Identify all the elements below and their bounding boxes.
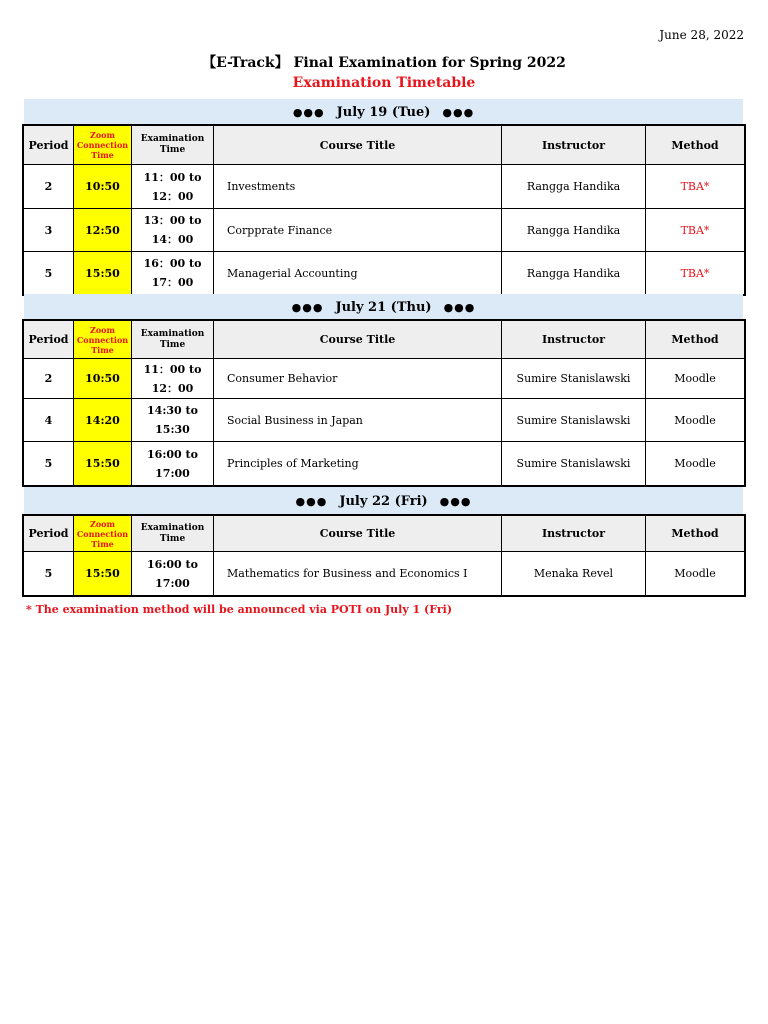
table-header-row — [24, 516, 745, 552]
zoom-time-cell: 12:50 — [74, 209, 132, 252]
instructor-cell: Sumire Stanislawski — [502, 399, 646, 442]
method-cell: Moodle — [646, 442, 745, 486]
schedule-table-july-19 — [23, 125, 745, 295]
zoom-time-cell: 15:50 — [74, 552, 132, 596]
dots-right: ●●● — [442, 105, 475, 119]
header-method: Method — [646, 126, 745, 165]
table-header-row — [24, 126, 745, 165]
instructor-cell: Rangga Handika — [502, 209, 646, 252]
dots-left: ●●● — [292, 105, 325, 119]
exam-time-cell — [132, 442, 214, 486]
table-row — [24, 165, 745, 209]
table-row — [24, 552, 745, 596]
method-cell: TBA* — [646, 252, 745, 295]
header-method: Method — [646, 321, 745, 359]
instructor-cell: Menaka Revel — [502, 552, 646, 596]
header-exam-time: Examination Time — [132, 516, 214, 552]
header-instructor: Instructor — [502, 321, 646, 359]
method-cell: Moodle — [646, 552, 745, 596]
header-zoom: Zoom Connection Time — [74, 321, 132, 359]
method-cell: TBA* — [646, 165, 745, 209]
period-cell: 4 — [24, 399, 74, 442]
exam-start: 16：00 to — [143, 257, 202, 270]
zoom-time-cell: 15:50 — [74, 442, 132, 486]
exam-time-cell — [132, 359, 214, 399]
exam-end: 15:30 — [155, 423, 190, 436]
document-title: 【E-Track】 Final Examination for Spring 2022 — [202, 55, 566, 71]
table-header-row — [24, 321, 745, 359]
table-row — [24, 252, 745, 295]
course-title-cell: Principles of Marketing — [214, 442, 502, 486]
header-course: Course Title — [214, 516, 502, 552]
period-cell: 5 — [24, 442, 74, 486]
exam-time-cell — [132, 399, 214, 442]
exam-time-cell — [132, 209, 214, 252]
exam-start: 16:00 to — [147, 557, 198, 571]
exam-end: 17：00 — [151, 276, 194, 289]
day-label: July 21 (Thu) — [335, 299, 432, 315]
method-cell: Moodle — [646, 399, 745, 442]
instructor-cell: Sumire Stanislawski — [502, 359, 646, 399]
exam-end: 17:00 — [155, 466, 190, 480]
course-title-cell: Investments — [214, 165, 502, 209]
course-title-cell: Corpprate Finance — [214, 209, 502, 252]
exam-start: 13：00 to — [143, 214, 202, 227]
exam-end: 17:00 — [155, 576, 190, 590]
document-date: June 28, 2022 — [659, 28, 744, 42]
day-header-july-19 — [24, 99, 743, 125]
header-instructor: Instructor — [502, 126, 646, 165]
header-zoom: Zoom Connection Time — [74, 516, 132, 552]
header-instructor: Instructor — [502, 516, 646, 552]
zoom-time-cell: 14:20 — [74, 399, 132, 442]
header-exam-time: Examination Time — [132, 126, 214, 165]
period-cell: 3 — [24, 209, 74, 252]
course-title-cell: Mathematics for Business and Economics I — [214, 552, 502, 596]
exam-start: 14:30 to — [147, 404, 198, 417]
header-period: Period — [24, 126, 74, 165]
exam-time-cell — [132, 252, 214, 295]
day-header-july-22 — [24, 487, 743, 515]
instructor-cell: Rangga Handika — [502, 252, 646, 295]
schedule-table-july-21 — [23, 320, 745, 486]
header-period: Period — [24, 516, 74, 552]
header-exam-time: Examination Time — [132, 321, 214, 359]
exam-end: 12：00 — [151, 189, 194, 203]
header-method: Method — [646, 516, 745, 552]
day-header-july-21 — [24, 294, 743, 320]
dots-left: ●●● — [295, 494, 328, 508]
exam-start: 16:00 to — [147, 447, 198, 461]
dots-left: ●●● — [291, 300, 324, 314]
exam-time-cell — [132, 165, 214, 209]
header-course: Course Title — [214, 126, 502, 165]
period-cell: 2 — [24, 165, 74, 209]
course-title-cell: Managerial Accounting — [214, 252, 502, 295]
exam-end: 12：00 — [151, 381, 194, 395]
method-cell: Moodle — [646, 359, 745, 399]
day-label: July 22 (Fri) — [339, 493, 428, 509]
instructor-cell: Sumire Stanislawski — [502, 442, 646, 486]
course-title-cell: Consumer Behavior — [214, 359, 502, 399]
schedule-table-july-22 — [23, 515, 745, 596]
document-subtitle: Examination Timetable — [292, 75, 476, 91]
exam-start: 11：00 to — [143, 362, 202, 376]
footnote: * The examination method will be announced via POTI on July 1 (Fri) — [26, 603, 453, 616]
dots-right: ●●● — [443, 300, 476, 314]
exam-start: 11：00 to — [143, 170, 202, 184]
header-zoom: Zoom Connection Time — [74, 126, 132, 165]
zoom-time-cell: 15:50 — [74, 252, 132, 295]
table-row — [24, 399, 745, 442]
period-cell: 2 — [24, 359, 74, 399]
table-row — [24, 359, 745, 399]
table-row — [24, 442, 745, 486]
table-row — [24, 209, 745, 252]
method-cell: TBA* — [646, 209, 745, 252]
day-label: July 19 (Tue) — [336, 104, 431, 120]
period-cell: 5 — [24, 252, 74, 295]
course-title-cell: Social Business in Japan — [214, 399, 502, 442]
exam-time-cell — [132, 552, 214, 596]
header-course: Course Title — [214, 321, 502, 359]
dots-right: ●●● — [439, 494, 472, 508]
period-cell: 5 — [24, 552, 74, 596]
zoom-time-cell: 10:50 — [74, 165, 132, 209]
instructor-cell: Rangga Handika — [502, 165, 646, 209]
header-period: Period — [24, 321, 74, 359]
exam-end: 14：00 — [151, 233, 194, 246]
zoom-time-cell: 10:50 — [74, 359, 132, 399]
